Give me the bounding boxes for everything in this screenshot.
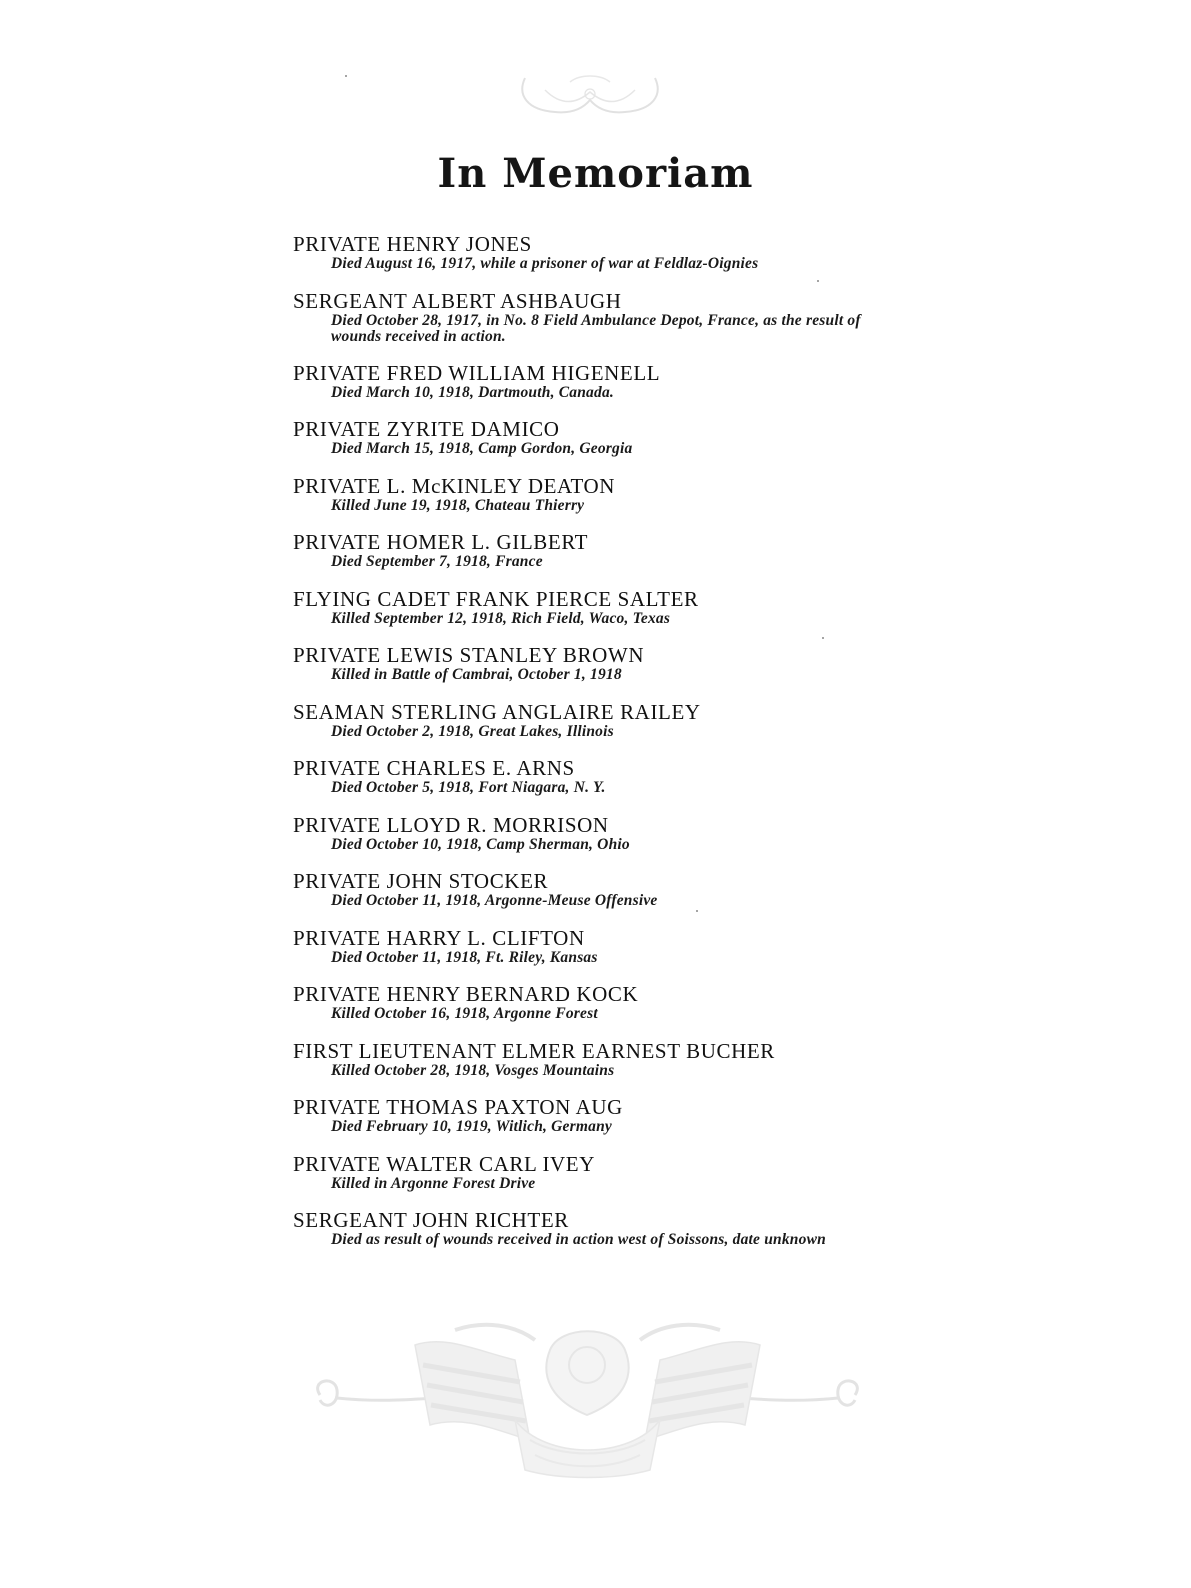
entry-name: SERGEANT ALBERT ASHBAUGH	[293, 288, 622, 313]
entry-name: SEAMAN STERLING ANGLAIRE RAILEY	[293, 699, 701, 724]
memorial-entry	[293, 1039, 873, 1096]
memorial-entry	[293, 643, 873, 700]
paper-speck	[817, 280, 819, 282]
entry-detail: Killed in Argonne Forest Drive	[331, 1174, 536, 1192]
entry-detail: Died October 11, 1918, Argonne-Meuse Offensive	[331, 892, 658, 909]
paper-speck	[822, 637, 824, 639]
entry-name: PRIVATE ZYRITE DAMICO	[293, 417, 560, 441]
memorial-entry	[293, 1095, 873, 1152]
entry-name: PRIVATE WALTER CARL IVEY	[293, 1151, 596, 1176]
page-title: In Memoriam	[437, 150, 754, 197]
entry-detail: Killed October 28, 1918, Vosges Mountains	[331, 1061, 615, 1079]
memorial-entry	[293, 813, 873, 870]
entry-detail: Died as result of wounds received in action west of Soissons, date unknown	[331, 1231, 826, 1248]
memorial-entry	[293, 474, 873, 531]
memorial-entry	[293, 232, 873, 289]
memorial-entry	[293, 530, 873, 587]
entry-name: PRIVATE L. McKINLEY DEATON	[293, 473, 616, 498]
memorial-entry	[293, 869, 873, 926]
entry-detail: Died February 10, 1919, Witlich, Germany	[331, 1118, 612, 1135]
entry-name: PRIVATE FRED WILLIAM HIGENELL	[293, 360, 661, 385]
entry-detail: Killed September 12, 1918, Rich Field, Waco, Texas	[331, 609, 671, 627]
memorial-entry	[293, 361, 873, 418]
entry-detail: Died August 16, 1917, while a prisoner of war at Feldlaz-Oignies	[331, 255, 759, 272]
entry-name: FLYING CADET FRANK PIERCE SALTER	[293, 586, 699, 611]
memorial-list	[293, 232, 873, 1280]
entry-detail: Killed in Battle of Cambrai, October 1, 1918	[331, 666, 622, 683]
memorial-entry	[293, 289, 873, 361]
memorial-entry	[293, 926, 873, 983]
memorial-entry	[293, 700, 873, 757]
flag-eagle-ornament	[315, 1320, 860, 1480]
entry-name: SERGEANT JOHN RICHTER	[293, 1208, 569, 1232]
entry-name: PRIVATE THOMAS PAXTON AUG	[293, 1095, 623, 1119]
memorial-entry	[293, 1208, 873, 1280]
entry-name: PRIVATE HOMER L. GILBERT	[293, 530, 589, 554]
entry-detail: Died March 15, 1918, Camp Gordon, Georgia	[331, 440, 633, 457]
entry-name: PRIVATE JOHN STOCKER	[293, 869, 549, 893]
entry-name: PRIVATE HENRY BERNARD KOCK	[293, 982, 639, 1006]
entry-name: PRIVATE CHARLES E. ARNS	[293, 756, 575, 780]
entry-detail: Died October 10, 1918, Camp Sherman, Ohio	[331, 835, 630, 853]
entry-detail: Died March 10, 1918, Dartmouth, Canada.	[331, 383, 614, 401]
entry-name: PRIVATE LEWIS STANLEY BROWN	[293, 643, 645, 667]
entry-name: PRIVATE LLOYD R. MORRISON	[293, 812, 609, 837]
entry-detail: Died October 5, 1918, Fort Niagara, N. Y.	[331, 779, 606, 796]
entry-detail: Died September 7, 1918, France	[331, 553, 543, 570]
memorial-entry	[293, 417, 873, 474]
memorial-entry	[293, 756, 873, 813]
memorial-entry	[293, 587, 873, 644]
top-wreath-ornament	[515, 70, 665, 120]
memorial-entry	[293, 982, 873, 1039]
entry-detail: Died October 11, 1918, Ft. Riley, Kansas	[331, 948, 598, 966]
paper-speck	[696, 910, 698, 912]
entry-detail: Died October 2, 1918, Great Lakes, Illinois	[331, 722, 614, 740]
entry-detail: Killed June 19, 1918, Chateau Thierry	[331, 496, 585, 514]
entry-name: FIRST LIEUTENANT ELMER EARNEST BUCHER	[293, 1038, 775, 1063]
entry-detail: Killed October 16, 1918, Argonne Forest	[331, 1005, 598, 1022]
entry-name: PRIVATE HENRY JONES	[293, 232, 532, 256]
entry-detail: Died October 28, 1917, in No. 8 Field Ambulance Depot, France, as the result of wounds received in action.	[331, 311, 861, 345]
paper-speck	[345, 75, 347, 77]
memorial-entry	[293, 1152, 873, 1209]
entry-name: PRIVATE HARRY L. CLIFTON	[293, 925, 585, 950]
